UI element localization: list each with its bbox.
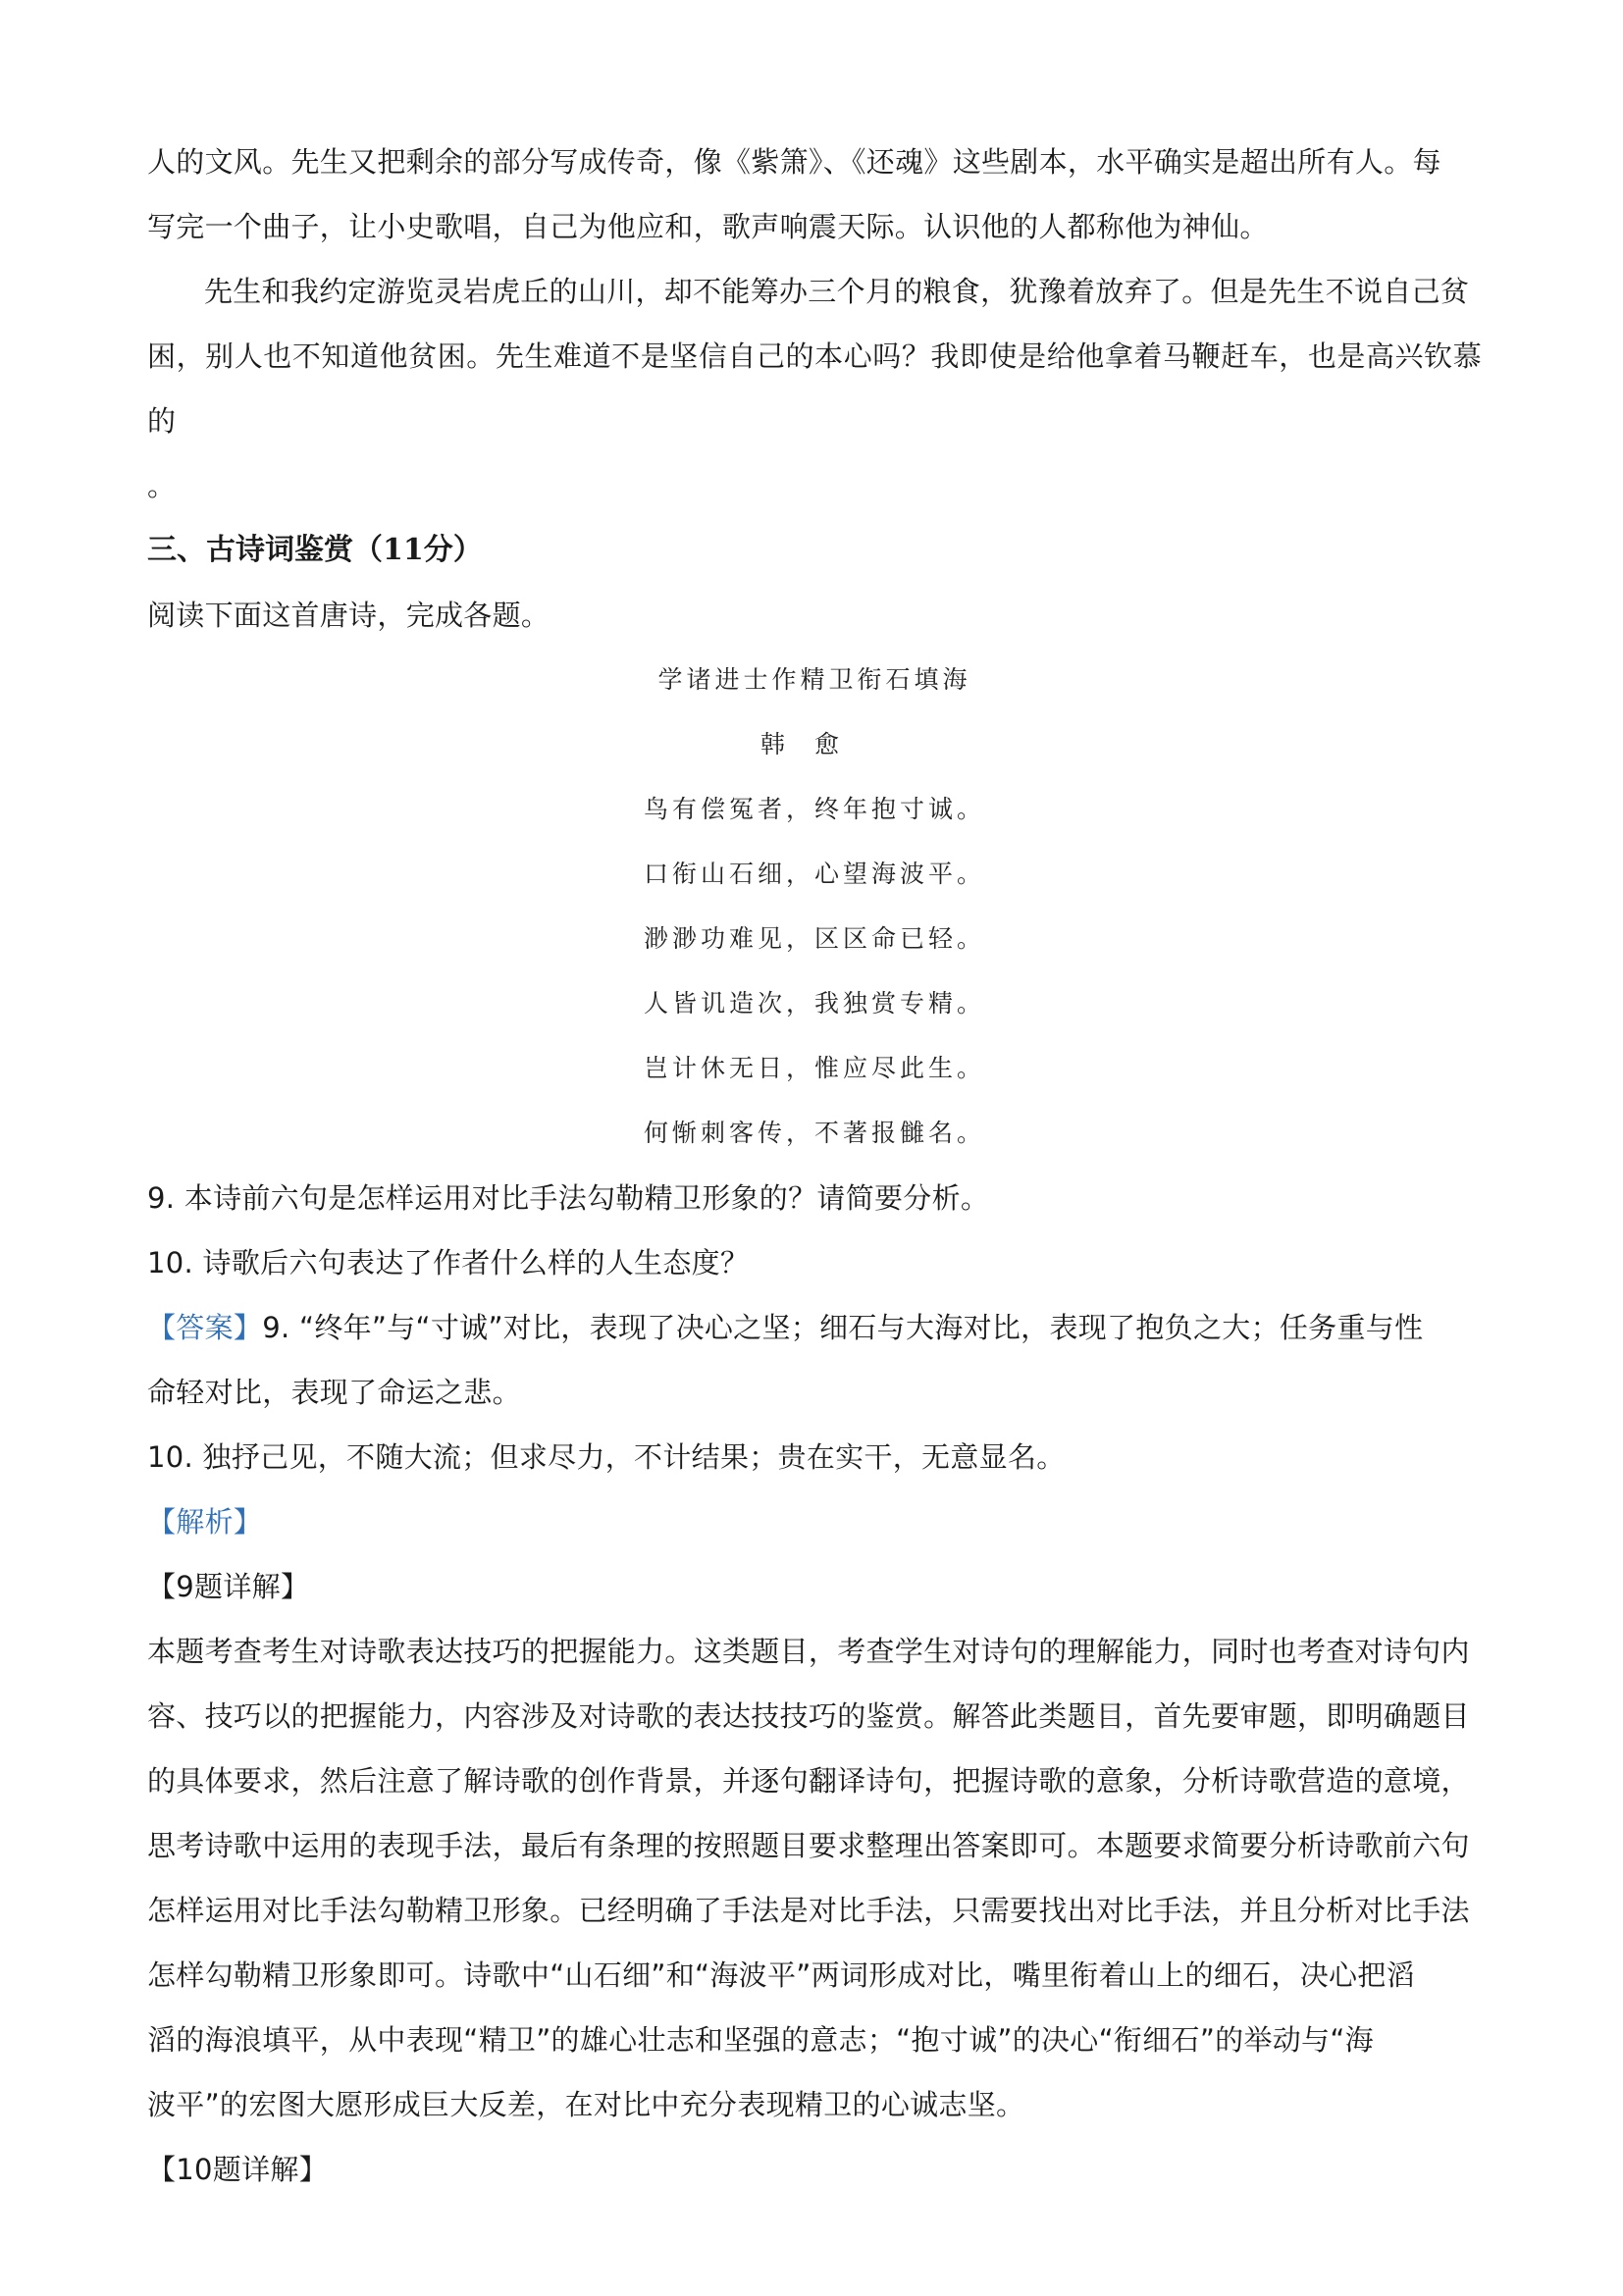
question-10: 10. 诗歌后六句表达了作者什么样的人生态度？ bbox=[147, 1246, 750, 1279]
body-text-line: 写完一个曲子，让小史歌唱，自己为他应和，歌声响震天际。认识他的人都称他为神仙。 bbox=[147, 210, 1269, 243]
instruction-text: 阅读下面这首唐诗，完成各题。 bbox=[147, 599, 550, 632]
poem-line: 口衔山石细，心望海波平。 bbox=[643, 860, 985, 888]
body-text-line: 人的文风。先生又把剩余的部分写成传奇，像《紫箫》、《还魂》这些剧本，水平确实是超出所有人。每 bbox=[147, 145, 1441, 179]
body-text-line: 困，别人也不知道他贫困。先生难道不是坚信自己的本心吗？我即使是给他拿着马鞭赶车，也是高兴钦慕的 bbox=[147, 339, 1482, 438]
body-text-line: 先生和我约定游览灵岩虎丘的山川，却不能筹办三个月的粮食，犹豫着放弃了。但是先生不说自己贫 bbox=[204, 275, 1470, 308]
answer-9-line: 命轻对比，表现了命运之悲。 bbox=[147, 1376, 521, 1409]
analysis-line: 波平”的宏图大愿形成巨大反差，在对比中充分表现精卫的心诚志坚。 bbox=[147, 2088, 1025, 2121]
poem-block bbox=[147, 648, 1482, 1166]
analysis-line: 本题考查考生对诗歌表达技巧的把握能力。这类题目，考查学生对诗句的理解能力，同时也考查对诗句内 bbox=[147, 1635, 1470, 1668]
answer-9-line bbox=[147, 1295, 1482, 1360]
analysis-line: 容、技巧以的把握能力，内容涉及对诗歌的表达技技巧的鉴赏。解答此类题目，首先要审题，即明确题目 bbox=[147, 1699, 1470, 1733]
analysis-line: 的具体要求，然后注意了解诗歌的创作背景，并逐句翻译诗句，把握诗歌的意象，分析诗歌营造的意境， bbox=[147, 1764, 1470, 1798]
poem-line: 岂计休无日，惟应尽此生。 bbox=[643, 1054, 985, 1082]
question-9: 9. 本诗前六句是怎样运用对比手法勾勒精卫形象的？请简要分析。 bbox=[147, 1181, 990, 1215]
analysis-line: 滔的海浪填平，从中表现“精卫”的雄心壮志和坚强的意志；“抱寸诚”的决心“衔细石”的举动与“海 bbox=[147, 2023, 1374, 2057]
q10-detail-heading: 【10题详解】 bbox=[147, 2153, 329, 2186]
body-text-line: 。 bbox=[147, 469, 177, 502]
analysis-tag: 【解析】 bbox=[147, 1505, 263, 1539]
poem-line: 人皆讥造次，我独赏专精。 bbox=[643, 989, 985, 1018]
poem-title: 学诸进士作精卫衔石填海 bbox=[657, 665, 971, 694]
section-title: 三、古诗词鉴赏（11分） bbox=[147, 533, 483, 567]
answer-tag: 【答案】 bbox=[147, 1311, 263, 1344]
answer-10: 10. 独抒己见，不随大流；但求尽力，不计结果；贵在实干，无意显名。 bbox=[147, 1440, 1066, 1474]
poem-author: 韩愈 bbox=[759, 730, 868, 758]
analysis-line: 思考诗歌中运用的表现手法，最后有条理的按照题目要求整理出答案即可。本题要求简要分析诗歌前六句 bbox=[147, 1829, 1470, 1862]
poem-line: 何惭刺客传，不著报雠名。 bbox=[643, 1119, 985, 1147]
poem-line: 渺渺功难见，区区命已轻。 bbox=[643, 924, 985, 953]
answer-9-text: 9. “终年”与“寸诚”对比，表现了决心之坚；细石与大海对比，表现了抱负之大；任务重与性 bbox=[262, 1311, 1424, 1344]
document-page bbox=[147, 130, 1482, 2202]
analysis-line: 怎样勾勒精卫形象即可。诗歌中“山石细”和“海波平”两词形成对比，嘴里衔着山上的细石，决心把滔 bbox=[147, 1958, 1415, 1992]
analysis-line: 怎样运用对比手法勾勒精卫形象。已经明确了手法是对比手法，只需要找出对比手法，并且分析对比手法 bbox=[147, 1894, 1470, 1927]
q9-detail-heading: 【9题详解】 bbox=[147, 1570, 310, 1603]
poem-line: 鸟有偿冤者，终年抱寸诚。 bbox=[643, 795, 985, 823]
